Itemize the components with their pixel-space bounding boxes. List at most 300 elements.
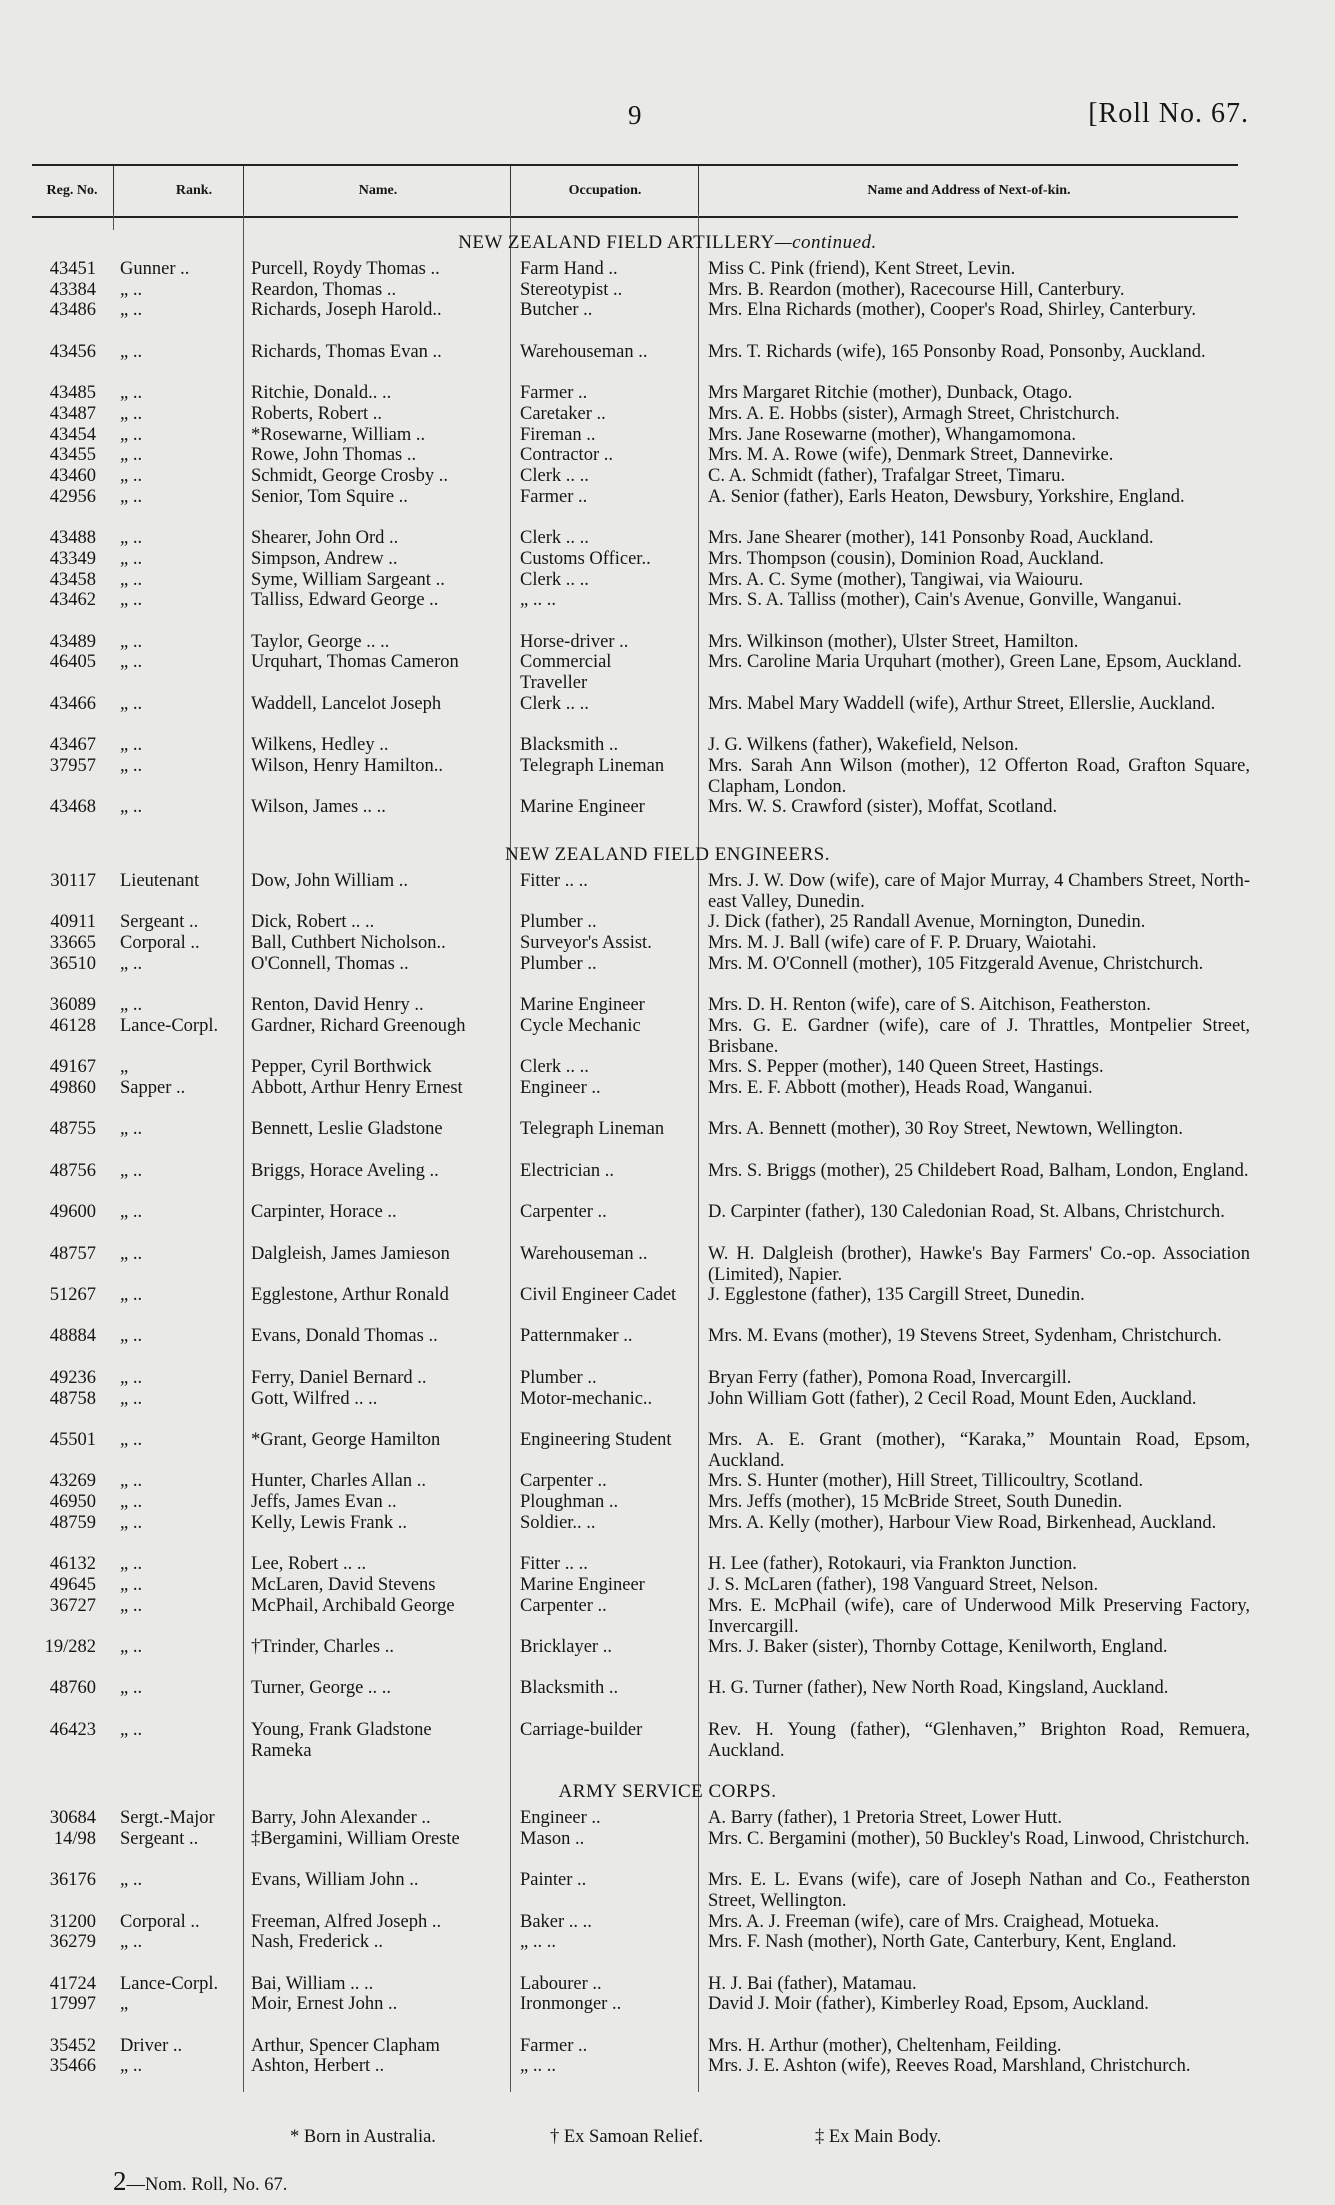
column-rule bbox=[698, 214, 699, 2092]
occupation: Electrician .. bbox=[520, 1160, 614, 1181]
page-number: 9 bbox=[628, 100, 642, 130]
occupation: Clerk .. .. bbox=[520, 569, 589, 590]
rank: „ bbox=[120, 1057, 129, 1078]
rank: Corporal .. bbox=[120, 1911, 200, 1932]
rank: „ .. bbox=[120, 652, 143, 673]
next-of-kin: Mrs. A. Bennett (mother), 30 Roy Street, Newtown, Wellington. bbox=[708, 1119, 1184, 1140]
reg-number: 43468 bbox=[49, 797, 96, 818]
soldier-name: Richards, Thomas Evan .. bbox=[251, 341, 442, 362]
reg-number: 49645 bbox=[49, 1574, 96, 1595]
occupation: Plumber .. bbox=[520, 953, 597, 974]
reg-number: 43486 bbox=[49, 300, 96, 321]
next-of-kin: Mrs. A. E. Hobbs (sister), Armagh Street, Christchurch. bbox=[708, 403, 1120, 424]
rank: „ .. bbox=[120, 279, 143, 300]
next-of-kin: Mrs. Thompson (cousin), Dominion Road, Auckland. bbox=[708, 548, 1104, 569]
occupation: Butcher .. bbox=[520, 300, 593, 321]
rank: Driver .. bbox=[120, 2035, 183, 2056]
occupation: Engineer .. bbox=[520, 1808, 601, 1828]
occupation: Plumber .. bbox=[520, 912, 597, 933]
soldier-name: McPhail, Archibald George bbox=[251, 1595, 455, 1616]
rank: „ .. bbox=[120, 1160, 143, 1181]
soldier-name: Schmidt, George Crosby .. bbox=[251, 466, 448, 486]
soldier-name: Dow, John William .. bbox=[251, 871, 409, 891]
occupation: Marine Engineer bbox=[520, 797, 645, 818]
reg-number: 48884 bbox=[49, 1326, 96, 1347]
rank: „ .. bbox=[120, 569, 143, 590]
rank: „ .. bbox=[120, 1719, 143, 1740]
soldier-name: Young, Frank Gladstone Rameka bbox=[251, 1719, 432, 1761]
occupation: Fireman .. bbox=[520, 424, 596, 445]
nominal-roll-text: —Nom. Roll, No. 67. bbox=[126, 2175, 288, 2195]
next-of-kin: Mrs. S. Briggs (mother), 25 Childebert Road, Balham, London, England. bbox=[708, 1160, 1249, 1181]
occupation: Farmer .. bbox=[520, 383, 588, 404]
soldier-name: Gott, Wilfred .. .. bbox=[251, 1388, 378, 1409]
reg-number: 49860 bbox=[49, 1078, 96, 1098]
reg-number: 43466 bbox=[49, 693, 96, 714]
next-of-kin: Mrs. G. E. Gardner (wife), care of J. Thrattles, Montpelier Street, Brisbane. bbox=[708, 1015, 1250, 1057]
rank: „ .. bbox=[120, 1636, 143, 1657]
reg-number: 36089 bbox=[49, 995, 96, 1016]
soldier-name: Talliss, Edward George .. bbox=[251, 590, 439, 611]
reg-number: 46423 bbox=[49, 1719, 96, 1740]
soldier-name: Waddell, Lancelot Joseph bbox=[251, 693, 442, 714]
rank: Sergeant .. bbox=[120, 1828, 199, 1849]
occupation: Horse-driver .. bbox=[520, 631, 629, 652]
rank: „ .. bbox=[120, 445, 143, 466]
rank: Sergeant .. bbox=[120, 912, 199, 933]
soldier-name: Barry, John Alexander .. bbox=[251, 1808, 431, 1828]
rank: Lance-Corpl. bbox=[120, 1015, 219, 1036]
reg-number: 48758 bbox=[49, 1388, 96, 1409]
reg-number: 43460 bbox=[49, 466, 96, 486]
rank: „ .. bbox=[120, 424, 143, 445]
reg-number: 43485 bbox=[49, 383, 96, 404]
next-of-kin: Mrs. M. O'Connell (mother), 105 Fitzgerald Avenue, Christchurch. bbox=[708, 953, 1204, 974]
soldier-name: Dick, Robert .. .. bbox=[251, 912, 375, 933]
reg-number: 43488 bbox=[49, 528, 96, 549]
occupation: Surveyor's Assist. bbox=[520, 933, 652, 954]
next-of-kin: Mrs. F. Nash (mother), North Gate, Canterbury, Kent, England. bbox=[708, 1932, 1177, 1953]
occupation: Marine Engineer bbox=[520, 1574, 645, 1595]
occupation: Mason .. bbox=[520, 1828, 585, 1849]
soldier-name: Ferry, Daniel Bernard .. bbox=[251, 1367, 427, 1388]
next-of-kin: J. Egglestone (father), 135 Cargill Street, Dunedin. bbox=[708, 1285, 1085, 1305]
occupation: Blacksmith .. bbox=[520, 735, 619, 756]
reg-number: 35452 bbox=[49, 2035, 96, 2056]
occupation: Baker .. .. bbox=[520, 1911, 592, 1932]
reg-number: 48755 bbox=[49, 1119, 96, 1140]
next-of-kin: Mrs. J. Baker (sister), Thornby Cottage, Kenilworth, England. bbox=[708, 1636, 1168, 1657]
reg-number: 49600 bbox=[49, 1202, 96, 1223]
rank: „ .. bbox=[120, 1471, 143, 1492]
soldier-name: Lee, Robert .. .. bbox=[251, 1554, 367, 1575]
reg-number: 43462 bbox=[49, 590, 96, 611]
column-rule bbox=[510, 214, 511, 2092]
soldier-name: †Trinder, Charles .. bbox=[251, 1636, 394, 1657]
rank: „ .. bbox=[120, 1492, 143, 1512]
rank: „ .. bbox=[120, 1574, 143, 1595]
occupation: „ .. .. bbox=[520, 1932, 556, 1953]
next-of-kin: Mrs. Mabel Mary Waddell (wife), Arthur Street, Ellerslie, Auckland. bbox=[708, 693, 1216, 714]
next-of-kin: Mrs. A. J. Freeman (wife), care of Mrs. Craighead, Motueka. bbox=[708, 1911, 1160, 1932]
reg-number: 43269 bbox=[49, 1471, 96, 1492]
header-occupation: Occupation. bbox=[510, 166, 699, 216]
rank: „ .. bbox=[120, 300, 143, 321]
section-heading bbox=[0, 844, 1335, 866]
soldier-name: Evans, Donald Thomas .. bbox=[251, 1326, 438, 1347]
soldier-name: Pepper, Cyril Borthwick bbox=[251, 1057, 432, 1078]
rank: „ .. bbox=[120, 2056, 143, 2077]
next-of-kin: Mrs. Jeffs (mother), 15 McBride Street, South Dunedin. bbox=[708, 1492, 1123, 1512]
next-of-kin: Rev. H. Young (father), “Glenhaven,” Brighton Road, Remuera, Auckland. bbox=[708, 1719, 1250, 1761]
soldier-name: O'Connell, Thomas .. bbox=[251, 953, 409, 974]
section-heading bbox=[0, 232, 1335, 254]
rank: „ .. bbox=[120, 528, 143, 549]
rank: „ .. bbox=[120, 1367, 143, 1388]
reg-number: 33665 bbox=[49, 933, 96, 954]
reg-number: 19/282 bbox=[44, 1636, 96, 1657]
soldier-name: Kelly, Lewis Frank .. bbox=[251, 1512, 408, 1533]
occupation: Labourer .. bbox=[520, 1973, 602, 1994]
occupation: „ .. .. bbox=[520, 590, 556, 611]
rank: „ .. bbox=[120, 1119, 143, 1140]
soldier-name: Ball, Cuthbert Nicholson.. bbox=[251, 933, 446, 954]
next-of-kin: H. Lee (father), Rotokauri, via Frankton Junction. bbox=[708, 1554, 1077, 1575]
next-of-kin: Mrs. Jane Rosewarne (mother), Whangamomona. bbox=[708, 424, 1077, 445]
soldier-name: Freeman, Alfred Joseph .. bbox=[251, 1911, 442, 1932]
occupation: Painter .. bbox=[520, 1870, 587, 1891]
rank: „ .. bbox=[120, 631, 143, 652]
section-title: NEW ZEALAND FIELD ARTILLERY bbox=[458, 232, 775, 253]
next-of-kin: Mrs. Caroline Maria Urquhart (mother), Green Lane, Epsom, Auckland. bbox=[708, 652, 1242, 673]
rank: Lance-Corpl. bbox=[120, 1973, 219, 1994]
next-of-kin: A. Barry (father), 1 Pretoria Street, Lower Hutt. bbox=[708, 1808, 1062, 1828]
reg-number: 51267 bbox=[49, 1285, 96, 1305]
reg-number: 43489 bbox=[49, 631, 96, 652]
soldier-name: Gardner, Richard Greenough bbox=[251, 1015, 466, 1036]
reg-number: 49167 bbox=[49, 1057, 96, 1078]
rank: „ .. bbox=[120, 1870, 143, 1891]
next-of-kin: Mrs. S. Pepper (mother), 140 Queen Street, Hastings. bbox=[708, 1057, 1104, 1078]
occupation: Clerk .. .. bbox=[520, 693, 589, 714]
rank: Corporal .. bbox=[120, 933, 200, 954]
reg-number: 43349 bbox=[49, 548, 96, 569]
next-of-kin: Mrs. W. S. Crawford (sister), Moffat, Scotland. bbox=[708, 797, 1058, 818]
occupation: Customs Officer.. bbox=[520, 548, 651, 569]
soldier-name: *Rosewarne, William .. bbox=[251, 424, 426, 445]
column-header bbox=[32, 164, 1238, 218]
soldier-name: Hunter, Charles Allan .. bbox=[251, 1471, 426, 1492]
occupation: Warehouseman .. bbox=[520, 341, 648, 362]
soldier-name: Nash, Frederick .. bbox=[251, 1932, 384, 1953]
next-of-kin: D. Carpinter (father), 130 Caledonian Road, St. Albans, Christchurch. bbox=[708, 1202, 1225, 1223]
reg-number: 40911 bbox=[50, 912, 96, 933]
soldier-name: Bennett, Leslie Gladstone bbox=[251, 1119, 443, 1140]
occupation: Fitter .. .. bbox=[520, 871, 588, 891]
column-rule bbox=[113, 214, 114, 230]
soldier-name: Urquhart, Thomas Cameron bbox=[251, 652, 459, 673]
rank: „ .. bbox=[120, 548, 143, 569]
next-of-kin: Mrs. M. J. Ball (wife) care of F. P. Druary, Waiotahi. bbox=[708, 933, 1097, 954]
next-of-kin: Mrs. H. Arthur (mother), Cheltenham, Feilding. bbox=[708, 2035, 1062, 2056]
next-of-kin: Mrs. D. H. Renton (wife), care of S. Aitchison, Featherston. bbox=[708, 995, 1151, 1016]
roll-label: [Roll No. 67. bbox=[1088, 98, 1249, 129]
occupation: Carriage-builder bbox=[520, 1719, 643, 1740]
rank: „ .. bbox=[120, 1932, 143, 1953]
reg-number: 43455 bbox=[49, 445, 96, 466]
reg-number: 48760 bbox=[49, 1678, 96, 1699]
soldier-name: Senior, Tom Squire .. bbox=[251, 486, 408, 507]
reg-number: 43456 bbox=[49, 341, 96, 362]
soldier-name: Briggs, Horace Aveling .. bbox=[251, 1160, 439, 1181]
nominal-roll-label bbox=[113, 2166, 287, 2197]
rank: „ .. bbox=[120, 486, 143, 507]
soldier-name: Turner, George .. .. bbox=[251, 1678, 392, 1699]
next-of-kin: Mrs. E. L. Evans (wife), care of Joseph Nathan and Co., Featherston Street, Wellington. bbox=[708, 1870, 1250, 1912]
occupation: Stereotypist .. bbox=[520, 279, 623, 300]
rank: „ .. bbox=[120, 1285, 143, 1305]
reg-number: 43467 bbox=[49, 735, 96, 756]
rank: „ .. bbox=[120, 1678, 143, 1699]
next-of-kin: Mrs. Wilkinson (mother), Ulster Street, Hamilton. bbox=[708, 631, 1079, 652]
occupation: Warehouseman .. bbox=[520, 1243, 648, 1264]
occupation: Clerk .. .. bbox=[520, 528, 589, 549]
next-of-kin: Mrs. C. Bergamini (mother), 50 Buckley's Road, Linwood, Christchurch. bbox=[708, 1828, 1250, 1849]
reg-number: 48757 bbox=[49, 1243, 96, 1264]
footnote-samoan-relief: † Ex Samoan Relief. bbox=[550, 2127, 704, 2147]
rank: Sergt.-Major bbox=[120, 1808, 215, 1828]
reg-number: 43384 bbox=[49, 279, 96, 300]
reg-number: 43487 bbox=[49, 403, 96, 424]
rank: „ bbox=[120, 1994, 129, 2015]
soldier-name: Wilkens, Hedley .. bbox=[251, 735, 389, 756]
rank: „ .. bbox=[120, 1202, 143, 1223]
occupation: Carpenter .. bbox=[520, 1595, 607, 1616]
next-of-kin: Mrs. Sarah Ann Wilson (mother), 12 Offerton Road, Grafton Square, Clapham, London. bbox=[708, 755, 1250, 797]
reg-number: 43454 bbox=[49, 424, 96, 445]
occupation: Motor-mechanic.. bbox=[520, 1388, 653, 1409]
soldier-name: Rowe, John Thomas .. bbox=[251, 445, 417, 466]
soldier-name: Richards, Joseph Harold.. bbox=[251, 300, 442, 321]
next-of-kin: Bryan Ferry (father), Pomona Road, Invercargill. bbox=[708, 1367, 1072, 1388]
next-of-kin: C. A. Schmidt (father), Trafalgar Street, Timaru. bbox=[708, 466, 1066, 486]
rank: „ .. bbox=[120, 755, 143, 776]
next-of-kin: Mrs Margaret Ritchie (mother), Dunback, Otago. bbox=[708, 383, 1073, 404]
reg-number: 46132 bbox=[49, 1554, 96, 1575]
soldier-name: *Grant, George Hamilton bbox=[251, 1429, 441, 1450]
soldier-name: Simpson, Andrew .. bbox=[251, 548, 398, 569]
next-of-kin: H. J. Bai (father), Matamau. bbox=[708, 1973, 917, 1994]
occupation: Blacksmith .. bbox=[520, 1678, 619, 1699]
occupation: Contractor .. bbox=[520, 445, 613, 466]
soldier-name: Wilson, James .. .. bbox=[251, 797, 386, 818]
next-of-kin: W. H. Dalgleish (brother), Hawke's Bay Farmers' Co.-op. Association (Limited), Napier. bbox=[708, 1243, 1250, 1285]
reg-number: 48756 bbox=[49, 1160, 96, 1181]
occupation: Carpenter .. bbox=[520, 1471, 607, 1492]
reg-number: 49236 bbox=[49, 1367, 96, 1388]
soldier-name: Purcell, Roydy Thomas .. bbox=[251, 259, 440, 279]
next-of-kin: Mrs. J. E. Ashton (wife), Reeves Road, Marshland, Christchurch. bbox=[708, 2056, 1191, 2077]
rank: Gunner .. bbox=[120, 259, 190, 279]
rank: „ .. bbox=[120, 466, 143, 486]
rank: „ .. bbox=[120, 1429, 143, 1450]
rank: „ .. bbox=[120, 590, 143, 611]
next-of-kin: J. S. McLaren (father), 198 Vanguard Street, Nelson. bbox=[708, 1574, 1099, 1595]
section-heading bbox=[0, 1781, 1335, 1803]
rank: „ .. bbox=[120, 1554, 143, 1575]
rank: „ .. bbox=[120, 735, 143, 756]
next-of-kin: David J. Moir (father), Kimberley Road, Epsom, Auckland. bbox=[708, 1994, 1149, 2015]
occupation: Plumber .. bbox=[520, 1367, 597, 1388]
occupation: Cycle Mechanic bbox=[520, 1015, 641, 1036]
soldier-name: Ritchie, Donald.. .. bbox=[251, 383, 392, 404]
next-of-kin: Mrs. B. Reardon (mother), Racecourse Hill, Canterbury. bbox=[708, 279, 1125, 300]
reg-number: 35466 bbox=[49, 2056, 96, 2077]
rank: „ .. bbox=[120, 1326, 143, 1347]
next-of-kin: H. G. Turner (father), New North Road, Kingsland, Auckland. bbox=[708, 1678, 1169, 1699]
reg-number: 41724 bbox=[49, 1973, 96, 1994]
next-of-kin: Mrs. A. C. Syme (mother), Tangiwai, via Waiouru. bbox=[708, 569, 1084, 590]
soldier-name: McLaren, David Stevens bbox=[251, 1574, 436, 1595]
occupation: Ploughman .. bbox=[520, 1492, 619, 1512]
next-of-kin: Mrs. M. A. Rowe (wife), Denmark Street, Dannevirke. bbox=[708, 445, 1114, 466]
occupation: Engineer .. bbox=[520, 1078, 601, 1098]
rank: „ .. bbox=[120, 1595, 143, 1616]
rank: Lieutenant bbox=[120, 871, 200, 891]
occupation: Engineering Student bbox=[520, 1429, 672, 1450]
next-of-kin: J. G. Wilkens (father), Wakefield, Nelson. bbox=[708, 735, 1019, 756]
soldier-name: Arthur, Spencer Clapham bbox=[251, 2035, 440, 2056]
rank: „ .. bbox=[120, 693, 143, 714]
next-of-kin: A. Senior (father), Earls Heaton, Dewsbury, Yorkshire, England. bbox=[708, 486, 1185, 507]
soldier-name: Bai, William .. .. bbox=[251, 1973, 374, 1994]
occupation: Telegraph Lineman bbox=[520, 755, 665, 776]
section-suffix: —continued. bbox=[774, 232, 877, 253]
soldier-name: Wilson, Henry Hamilton.. bbox=[251, 755, 443, 776]
rank: „ .. bbox=[120, 1243, 143, 1264]
reg-number: 30684 bbox=[49, 1808, 96, 1828]
rank: „ .. bbox=[120, 383, 143, 404]
reg-number: 43458 bbox=[49, 569, 96, 590]
reg-number: 30117 bbox=[50, 871, 96, 891]
reg-number: 17997 bbox=[49, 1994, 96, 2015]
occupation: Bricklayer .. bbox=[520, 1636, 612, 1657]
next-of-kin: Miss C. Pink (friend), Kent Street, Levin. bbox=[708, 259, 1016, 279]
soldier-name: Moir, Ernest John .. bbox=[251, 1994, 398, 2015]
next-of-kin: Mrs. E. F. Abbott (mother), Heads Road, Wanganui. bbox=[708, 1078, 1093, 1098]
occupation: Ironmonger .. bbox=[520, 1994, 622, 2015]
section-title: NEW ZEALAND FIELD ENGINEERS. bbox=[505, 844, 830, 865]
occupation: Farmer .. bbox=[520, 2035, 588, 2056]
rank: „ .. bbox=[120, 797, 143, 818]
reg-number: 46950 bbox=[49, 1492, 96, 1512]
reg-number: 46128 bbox=[49, 1015, 96, 1036]
soldier-name: Syme, William Sargeant .. bbox=[251, 569, 445, 590]
occupation: Telegraph Lineman bbox=[520, 1119, 665, 1140]
soldier-name: Egglestone, Arthur Ronald bbox=[251, 1285, 449, 1305]
next-of-kin: Mrs. M. Evans (mother), 19 Stevens Street, Sydenham, Christchurch. bbox=[708, 1326, 1222, 1347]
reg-number: 45501 bbox=[49, 1429, 96, 1450]
reg-number: 42956 bbox=[49, 486, 96, 507]
soldier-name: Ashton, Herbert .. bbox=[251, 2056, 385, 2077]
soldier-name: Jeffs, James Evan .. bbox=[251, 1492, 397, 1512]
section-title: ARMY SERVICE CORPS. bbox=[558, 1781, 777, 1802]
occupation: Civil Engineer Cadet bbox=[520, 1285, 677, 1305]
next-of-kin: Mrs. S. A. Talliss (mother), Cain's Avenue, Gonville, Wanganui. bbox=[708, 590, 1182, 611]
reg-number: 36176 bbox=[49, 1870, 96, 1891]
header-next-of-kin: Name and Address of Next-of-kin. bbox=[698, 166, 1239, 216]
soldier-name: Abbott, Arthur Henry Ernest bbox=[251, 1078, 463, 1098]
rank: Sapper .. bbox=[120, 1078, 186, 1098]
rank: „ .. bbox=[120, 341, 143, 362]
rank: „ .. bbox=[120, 1388, 143, 1409]
next-of-kin: Mrs. S. Hunter (mother), Hill Street, Tillicoultry, Scotland. bbox=[708, 1471, 1144, 1492]
occupation: Farm Hand .. bbox=[520, 259, 618, 279]
soldier-name: Renton, David Henry .. bbox=[251, 995, 424, 1016]
rank: „ .. bbox=[120, 1512, 143, 1533]
soldier-name: ‡Bergamini, William Oreste bbox=[251, 1828, 460, 1849]
occupation: Marine Engineer bbox=[520, 995, 645, 1016]
occupation: Farmer .. bbox=[520, 486, 588, 507]
occupation: Caretaker .. bbox=[520, 403, 606, 424]
reg-number: 36510 bbox=[49, 953, 96, 974]
reg-number: 14/98 bbox=[53, 1828, 96, 1849]
header-reg: Reg. No. bbox=[46, 183, 98, 198]
reg-number: 36727 bbox=[49, 1595, 96, 1616]
rank: „ .. bbox=[120, 403, 143, 424]
footnote-born-australia: * Born in Australia. bbox=[290, 2127, 436, 2147]
soldier-name: Dalgleish, James Jamieson bbox=[251, 1243, 450, 1264]
soldier-name: Taylor, George .. .. bbox=[251, 631, 390, 652]
footnote-main-body: ‡ Ex Main Body. bbox=[815, 2127, 942, 2147]
soldier-name: Shearer, John Ord .. bbox=[251, 528, 399, 549]
nominal-roll-number: 2 bbox=[113, 2166, 127, 2196]
reg-number: 46405 bbox=[49, 652, 96, 673]
soldier-name: Reardon, Thomas .. bbox=[251, 279, 397, 300]
header-rank: Rank. bbox=[113, 166, 274, 216]
next-of-kin: Mrs. T. Richards (wife), 165 Ponsonby Road, Ponsonby, Auckland. bbox=[708, 341, 1206, 362]
next-of-kin: Mrs. A. Kelly (mother), Harbour View Road, Birkenhead, Auckland. bbox=[708, 1512, 1217, 1533]
next-of-kin: Mrs. A. E. Grant (mother), “Karaka,” Mountain Road, Epsom, Auckland. bbox=[708, 1429, 1250, 1471]
column-rule bbox=[243, 214, 244, 2092]
rank: „ .. bbox=[120, 953, 143, 974]
reg-number: 36279 bbox=[49, 1932, 96, 1953]
reg-number: 31200 bbox=[49, 1911, 96, 1932]
reg-number: 48759 bbox=[49, 1512, 96, 1533]
next-of-kin: Mrs. Elna Richards (mother), Cooper's Road, Shirley, Canterbury. bbox=[708, 300, 1197, 321]
next-of-kin: Mrs. E. McPhail (wife), care of Underwood Milk Preserving Factory, Invercargill. bbox=[708, 1595, 1250, 1637]
next-of-kin: Mrs. J. W. Dow (wife), care of Major Murray, 4 Chambers Street, North-east Valley, Dunedin. bbox=[708, 871, 1250, 912]
next-of-kin: Mrs. Jane Shearer (mother), 141 Ponsonby Road, Auckland. bbox=[708, 528, 1154, 549]
occupation: Commercial Traveller bbox=[520, 652, 612, 694]
soldier-name: Roberts, Robert .. bbox=[251, 403, 383, 424]
occupation: Clerk .. .. bbox=[520, 466, 589, 486]
next-of-kin: John William Gott (father), 2 Cecil Road, Mount Eden, Auckland. bbox=[708, 1388, 1197, 1409]
occupation: Clerk .. .. bbox=[520, 1057, 589, 1078]
soldier-name: Evans, William John .. bbox=[251, 1870, 419, 1891]
soldier-name: Carpinter, Horace .. bbox=[251, 1202, 397, 1223]
occupation: Fitter .. .. bbox=[520, 1554, 588, 1575]
reg-number: 43451 bbox=[49, 259, 96, 279]
occupation: Patternmaker .. bbox=[520, 1326, 633, 1347]
next-of-kin: J. Dick (father), 25 Randall Avenue, Mornington, Dunedin. bbox=[708, 912, 1146, 933]
rank: „ .. bbox=[120, 995, 143, 1016]
header-name: Name. bbox=[243, 166, 512, 216]
occupation: Soldier.. .. bbox=[520, 1512, 596, 1533]
occupation: „ .. .. bbox=[520, 2056, 556, 2077]
occupation: Carpenter .. bbox=[520, 1202, 607, 1223]
reg-number: 37957 bbox=[49, 755, 96, 776]
